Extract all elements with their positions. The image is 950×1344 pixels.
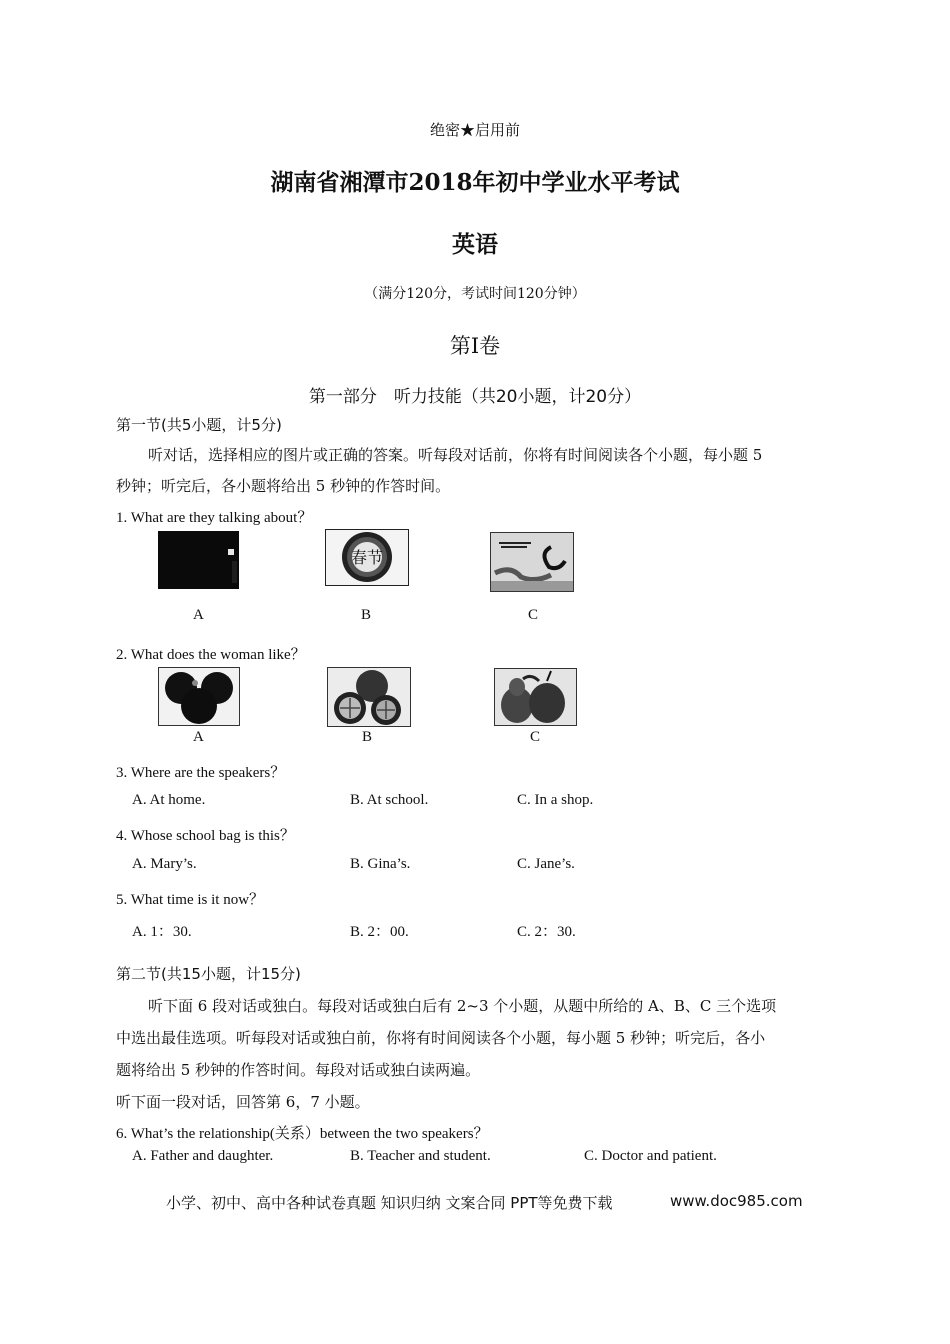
section1-instruction-line1: 听对话，选择相应的图片或正确的答案。听每段对话前，你将有时间阅读各个小题，每小题 5 — [148, 446, 763, 464]
sliced-orange-image — [328, 668, 410, 726]
exam-title: 湖南省湘潭市2018年初中学业水平考试 — [270, 169, 680, 196]
q1-label-a: A — [193, 607, 204, 623]
question-4: 4. Whose school bag is this？ — [116, 828, 295, 844]
section2-instruction-line3: 题将给出 5 秒钟的作答时间。每段对话或独白读两遍。 — [116, 1061, 481, 1079]
q2-label-a: A — [193, 729, 204, 745]
subject-title: 英语 — [452, 231, 498, 258]
dialogue-note: 听下面一段对话，回答第 6，7 小题。 — [116, 1093, 370, 1111]
black-fruits-image — [159, 668, 239, 725]
q2-label-b: B — [362, 729, 373, 745]
section2-title: 第二节(共15小题，计15分) — [116, 965, 301, 983]
question-3: 3. Where are the speakers？ — [116, 765, 286, 781]
pears-image — [495, 669, 576, 725]
volume-title: 第Ⅰ卷 — [449, 334, 501, 358]
question-6: 6. What’s the relationship(关系）between the two speakers？ — [116, 1126, 489, 1142]
footer-text: 小学、初中、高中各种试卷真题 知识归纳 文案合同 PPT等免费下载 — [166, 1194, 613, 1212]
question-1: 1. What are they talking about？ — [116, 510, 313, 526]
q2-option-a-picture — [158, 667, 240, 726]
confidential-mark: 绝密★启用前 — [429, 121, 520, 139]
q4-option-a: A. Mary’s. — [132, 856, 197, 872]
q2-label-c: C — [530, 729, 541, 745]
q6-option-c: C. Doctor and patient. — [584, 1148, 717, 1164]
question-5: 5. What time is it now？ — [116, 892, 265, 908]
section1-instruction-line2: 秒钟；听完后，各小题将给出 5 秒钟的作答时间。 — [116, 477, 451, 495]
score-info: （满分120分，考试时间120分钟） — [364, 286, 586, 302]
q6-option-a: A. Father and daughter. — [132, 1148, 274, 1164]
calligraphy-card-image — [491, 533, 573, 591]
section2-instruction-line1: 听下面 6 段对话或独白。每段对话或独白后有 2~3 个小题，从题中所给的 A、B、C 三个选项 — [148, 997, 777, 1015]
q1-label-c: C — [528, 607, 539, 623]
q5-option-b: B. 2：00. — [350, 924, 409, 940]
q2-option-c-picture — [494, 668, 577, 726]
round-seal-with-characters-image — [326, 530, 408, 585]
seal-text: 春节 — [350, 548, 384, 567]
footer-url[interactable]: www.doc985.com — [670, 1192, 803, 1210]
section2-instruction-line2: 中选出最佳选项。听每段对话或独白前，你将有时间阅读各个小题，每小题 5 秒钟；听完后，各小 — [116, 1029, 766, 1047]
part-title: 第一部分 听力技能（共20小题，计20分） — [308, 387, 642, 407]
q1-option-c-picture — [490, 532, 574, 592]
q5-option-c: C. 2：30. — [517, 924, 576, 940]
q1-option-a-picture — [158, 531, 239, 589]
q1-label-b: B — [361, 607, 372, 623]
q1-option-b-picture — [325, 529, 409, 586]
question-2: 2. What does the woman like？ — [116, 647, 306, 663]
section1-title: 第一节(共5小题，计5分) — [116, 416, 282, 434]
q3-option-b: B. At school. — [350, 792, 429, 808]
q2-option-b-picture — [327, 667, 411, 727]
q6-option-b: B. Teacher and student. — [350, 1148, 491, 1164]
q3-option-c: C. In a shop. — [517, 792, 594, 808]
q4-option-b: B. Gina’s. — [350, 856, 411, 872]
q4-option-c: C. Jane’s. — [517, 856, 575, 872]
q5-option-a: A. 1：30. — [132, 924, 192, 940]
dark-scene-image — [158, 531, 239, 589]
q3-option-a: A. At home. — [132, 792, 206, 808]
